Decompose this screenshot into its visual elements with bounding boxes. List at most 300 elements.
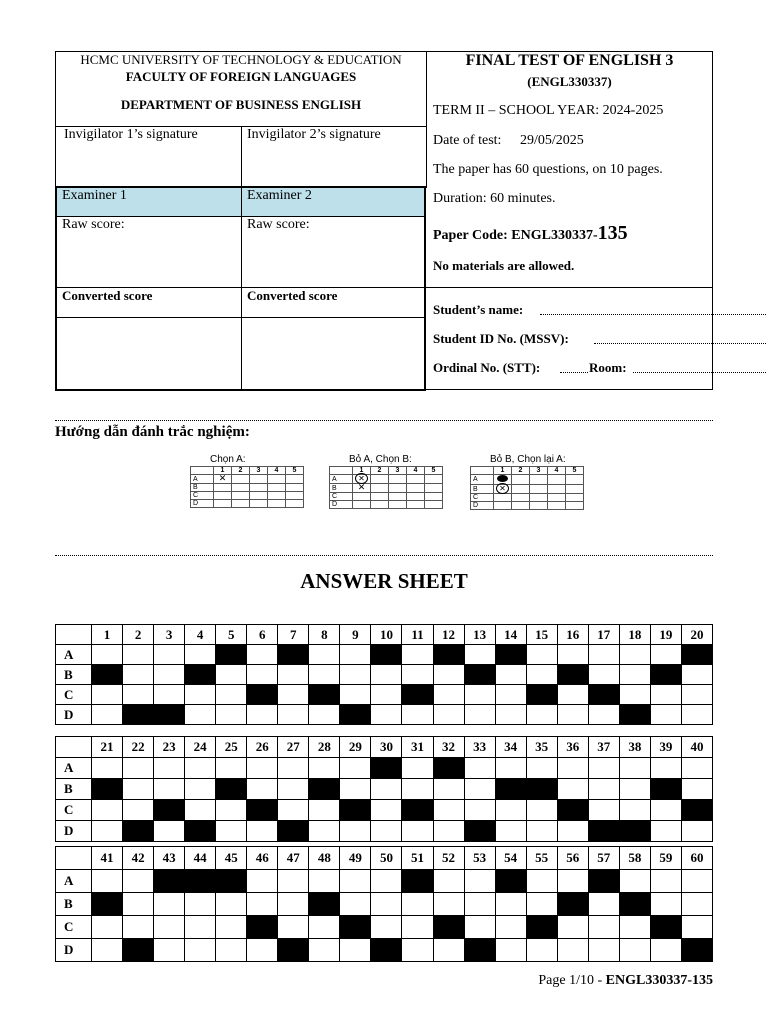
grid-corner: [56, 625, 92, 645]
example-caption: Chọn A:: [210, 454, 246, 465]
answer-bubble[interactable]: [464, 939, 495, 962]
answer-bubble[interactable]: [433, 821, 464, 842]
answer-bubble[interactable]: [92, 758, 123, 779]
answer-bubble[interactable]: [278, 665, 309, 685]
question-number: 29: [340, 737, 371, 758]
answer-bubble[interactable]: [588, 916, 619, 939]
university-name: HCMC UNIVERSITY OF TECHNOLOGY & EDUCATION: [80, 52, 402, 67]
question-number: 38: [619, 737, 650, 758]
answer-bubble[interactable]: [154, 645, 185, 665]
answer-bubble[interactable]: [216, 758, 247, 779]
answer-bubble[interactable]: [340, 916, 371, 939]
answer-bubble[interactable]: [588, 779, 619, 800]
answer-bubble[interactable]: [526, 893, 557, 916]
raw-score-label-2: Raw score:: [247, 217, 310, 232]
option-label: B: [56, 893, 92, 916]
answer-bubble[interactable]: [526, 758, 557, 779]
option-label: B: [56, 779, 92, 800]
answer-bubble[interactable]: [619, 916, 650, 939]
answer-bubble[interactable]: [402, 939, 433, 962]
answer-bubble[interactable]: [557, 779, 588, 800]
answer-bubble[interactable]: [309, 645, 340, 665]
answer-bubble[interactable]: [309, 705, 340, 725]
answer-bubble[interactable]: [619, 870, 650, 893]
question-number: 55: [526, 847, 557, 870]
answer-bubble[interactable]: [433, 800, 464, 821]
answer-bubble[interactable]: [371, 916, 402, 939]
paper-code-label: Paper Code: ENGL330337-: [433, 228, 598, 243]
answer-bubble[interactable]: [464, 893, 495, 916]
answer-bubble[interactable]: [123, 665, 154, 685]
answer-bubble[interactable]: [681, 800, 712, 821]
answer-bubble[interactable]: [433, 645, 464, 665]
answer-bubble[interactable]: [154, 939, 185, 962]
answer-bubble[interactable]: [247, 821, 278, 842]
department-name: DEPARTMENT OF BUSINESS ENGLISH: [120, 97, 362, 112]
answer-bubble[interactable]: [619, 705, 650, 725]
answer-bubble[interactable]: [588, 800, 619, 821]
answer-bubble[interactable]: [123, 779, 154, 800]
answer-bubble[interactable]: [588, 893, 619, 916]
answer-bubble[interactable]: [216, 916, 247, 939]
answer-bubble[interactable]: [278, 705, 309, 725]
room-field[interactable]: [633, 362, 766, 373]
answer-bubble[interactable]: [495, 705, 526, 725]
question-number: 9: [340, 625, 371, 645]
option-label: D: [56, 939, 92, 962]
paper-code: [433, 222, 628, 245]
answer-bubble[interactable]: [371, 800, 402, 821]
answer-bubble[interactable]: [92, 645, 123, 665]
answer-bubble[interactable]: [681, 939, 712, 962]
answer-bubble[interactable]: [92, 893, 123, 916]
answer-bubble[interactable]: [526, 916, 557, 939]
answer-bubble[interactable]: [464, 800, 495, 821]
answer-bubble[interactable]: [650, 758, 681, 779]
answer-bubble[interactable]: [495, 800, 526, 821]
answer-bubble[interactable]: [309, 916, 340, 939]
answer-bubble[interactable]: [371, 645, 402, 665]
answer-bubble[interactable]: [433, 665, 464, 685]
answer-bubble[interactable]: [371, 685, 402, 705]
answer-bubble[interactable]: [340, 779, 371, 800]
question-number: 4: [185, 625, 216, 645]
answer-bubble[interactable]: [247, 645, 278, 665]
answer-bubble[interactable]: [371, 779, 402, 800]
question-number: 22: [123, 737, 154, 758]
answer-bubble[interactable]: [588, 685, 619, 705]
answer-bubble[interactable]: [309, 821, 340, 842]
answer-bubble[interactable]: [247, 685, 278, 705]
date-label: Date of test:: [433, 133, 502, 148]
answer-bubble[interactable]: [433, 893, 464, 916]
question-number: 45: [216, 847, 247, 870]
answer-bubble[interactable]: [309, 893, 340, 916]
answer-bubble[interactable]: [433, 779, 464, 800]
answer-bubble[interactable]: [681, 870, 712, 893]
answer-bubble[interactable]: [433, 705, 464, 725]
answer-bubble[interactable]: [557, 870, 588, 893]
answer-bubble[interactable]: [92, 705, 123, 725]
answer-bubble[interactable]: [185, 758, 216, 779]
answer-bubble[interactable]: [650, 779, 681, 800]
answer-bubble[interactable]: [464, 705, 495, 725]
question-number: 14: [495, 625, 526, 645]
answer-bubble[interactable]: [278, 758, 309, 779]
answer-bubble[interactable]: [495, 893, 526, 916]
question-number: 43: [154, 847, 185, 870]
answer-bubble[interactable]: [402, 821, 433, 842]
answer-bubble[interactable]: [92, 685, 123, 705]
answer-bubble[interactable]: [402, 665, 433, 685]
answer-bubble[interactable]: [433, 916, 464, 939]
answer-bubble[interactable]: [588, 665, 619, 685]
answer-bubble[interactable]: [185, 685, 216, 705]
answer-bubble[interactable]: [495, 685, 526, 705]
answer-bubble[interactable]: [464, 645, 495, 665]
answer-bubble[interactable]: [247, 800, 278, 821]
student-name-field[interactable]: [540, 304, 766, 315]
question-number: 1: [92, 625, 123, 645]
answer-bubble[interactable]: [402, 705, 433, 725]
question-number: 48: [309, 847, 340, 870]
answer-bubble[interactable]: [92, 939, 123, 962]
answer-bubble[interactable]: [681, 665, 712, 685]
answer-bubble[interactable]: [216, 645, 247, 665]
answer-bubble[interactable]: [340, 821, 371, 842]
answer-bubble[interactable]: [154, 779, 185, 800]
answer-bubble[interactable]: [464, 779, 495, 800]
answer-bubble[interactable]: [588, 939, 619, 962]
question-number: 12: [433, 625, 464, 645]
option-label: D: [56, 821, 92, 842]
answer-bubble[interactable]: [185, 893, 216, 916]
answer-bubble[interactable]: [278, 916, 309, 939]
answer-bubble[interactable]: [92, 870, 123, 893]
answer-bubble[interactable]: [123, 821, 154, 842]
question-number: 21: [92, 737, 123, 758]
answer-bubble[interactable]: [526, 645, 557, 665]
answer-bubble[interactable]: [588, 705, 619, 725]
answer-bubble[interactable]: [557, 758, 588, 779]
answer-bubble[interactable]: [216, 665, 247, 685]
answer-bubble[interactable]: [340, 893, 371, 916]
answer-bubble[interactable]: [92, 916, 123, 939]
raw-score-label-1: Raw score:: [62, 217, 125, 232]
grid-corner: [56, 737, 92, 758]
answer-bubble[interactable]: [650, 939, 681, 962]
answer-bubble[interactable]: [681, 916, 712, 939]
answer-bubble[interactable]: [526, 665, 557, 685]
question-number: 44: [185, 847, 216, 870]
answer-bubble[interactable]: [619, 645, 650, 665]
answer-bubble[interactable]: [619, 939, 650, 962]
separator-top: [55, 413, 713, 421]
answer-bubble[interactable]: [92, 800, 123, 821]
option-label: A: [56, 758, 92, 779]
question-number: 40: [681, 737, 712, 758]
answer-bubble[interactable]: [495, 821, 526, 842]
answer-bubble[interactable]: [216, 939, 247, 962]
answer-bubble[interactable]: [495, 939, 526, 962]
answer-bubble[interactable]: [123, 645, 154, 665]
invigilator1-label: Invigilator 1’s signature: [64, 127, 198, 142]
answer-bubble[interactable]: [619, 779, 650, 800]
answer-bubble[interactable]: [309, 939, 340, 962]
answer-bubble[interactable]: [557, 916, 588, 939]
answer-bubble[interactable]: [216, 893, 247, 916]
answer-bubble[interactable]: [247, 916, 278, 939]
answer-bubble[interactable]: [495, 758, 526, 779]
ordinal-field[interactable]: [560, 362, 588, 373]
answer-bubble[interactable]: [123, 893, 154, 916]
answer-bubble[interactable]: [650, 916, 681, 939]
answer-bubble[interactable]: [216, 870, 247, 893]
answer-bubble[interactable]: [309, 800, 340, 821]
question-number: 24: [185, 737, 216, 758]
answer-bubble[interactable]: [681, 893, 712, 916]
answer-bubble[interactable]: [650, 665, 681, 685]
answer-bubble[interactable]: [340, 800, 371, 821]
answer-bubble[interactable]: [402, 800, 433, 821]
answer-bubble[interactable]: [557, 893, 588, 916]
answer-bubble[interactable]: [371, 758, 402, 779]
answer-bubble[interactable]: [371, 821, 402, 842]
answer-bubble[interactable]: [371, 893, 402, 916]
answer-bubble[interactable]: [154, 665, 185, 685]
answer-bubble[interactable]: [402, 870, 433, 893]
answer-bubble[interactable]: [464, 685, 495, 705]
answer-bubble[interactable]: [278, 821, 309, 842]
course-code: (ENGL330337): [527, 74, 612, 89]
question-number: 2: [123, 625, 154, 645]
answer-bubble[interactable]: [402, 779, 433, 800]
answer-bubble[interactable]: [464, 870, 495, 893]
answer-bubble[interactable]: [650, 821, 681, 842]
answer-bubble[interactable]: [526, 685, 557, 705]
answer-bubble[interactable]: [557, 939, 588, 962]
answer-bubble[interactable]: [309, 779, 340, 800]
answer-bubble[interactable]: [123, 758, 154, 779]
answer-bubble[interactable]: [371, 705, 402, 725]
answer-bubble[interactable]: [340, 870, 371, 893]
answer-bubble[interactable]: [619, 821, 650, 842]
answer-bubble[interactable]: [154, 870, 185, 893]
answer-bubble[interactable]: [619, 685, 650, 705]
answer-bubble[interactable]: [464, 665, 495, 685]
answer-bubble[interactable]: [402, 685, 433, 705]
option-label: A: [56, 870, 92, 893]
answer-bubble[interactable]: [247, 870, 278, 893]
answer-bubble[interactable]: [247, 705, 278, 725]
answer-bubble[interactable]: [185, 870, 216, 893]
answer-bubble[interactable]: [526, 779, 557, 800]
answer-bubble[interactable]: [619, 758, 650, 779]
answer-bubble[interactable]: [681, 685, 712, 705]
question-number: 13: [464, 625, 495, 645]
answer-bubble[interactable]: [619, 800, 650, 821]
answer-bubble[interactable]: [402, 645, 433, 665]
answer-bubble[interactable]: [340, 939, 371, 962]
answer-bubble[interactable]: [526, 939, 557, 962]
answer-bubble[interactable]: [402, 916, 433, 939]
answer-bubble[interactable]: [278, 645, 309, 665]
answer-bubble[interactable]: [123, 916, 154, 939]
question-number: 51: [402, 847, 433, 870]
answer-bubble[interactable]: [185, 800, 216, 821]
answer-bubble[interactable]: [123, 870, 154, 893]
answer-bubble[interactable]: [154, 685, 185, 705]
answer-bubble[interactable]: [216, 821, 247, 842]
answer-bubble[interactable]: [185, 665, 216, 685]
duration: Duration: 60 minutes.: [433, 191, 556, 206]
answer-bubble[interactable]: [92, 821, 123, 842]
answer-bubble[interactable]: [588, 821, 619, 842]
answer-bubble[interactable]: [402, 758, 433, 779]
answer-bubble[interactable]: [526, 705, 557, 725]
answer-bubble[interactable]: [216, 705, 247, 725]
answer-bubble[interactable]: [557, 800, 588, 821]
answer-bubble[interactable]: [154, 705, 185, 725]
answer-bubble[interactable]: [309, 685, 340, 705]
answer-bubble[interactable]: [526, 800, 557, 821]
answer-bubble[interactable]: [681, 758, 712, 779]
answer-bubble[interactable]: [588, 758, 619, 779]
answer-bubble[interactable]: [340, 665, 371, 685]
answer-bubble[interactable]: [123, 939, 154, 962]
answer-bubble[interactable]: [278, 939, 309, 962]
answer-bubble[interactable]: [619, 665, 650, 685]
answer-bubble[interactable]: [216, 779, 247, 800]
answer-bubble[interactable]: [185, 779, 216, 800]
answer-bubble[interactable]: [650, 645, 681, 665]
answer-bubble[interactable]: [433, 870, 464, 893]
question-number: 5: [216, 625, 247, 645]
answer-bubble[interactable]: [650, 685, 681, 705]
answer-bubble[interactable]: [309, 665, 340, 685]
answer-bubble[interactable]: [247, 939, 278, 962]
answer-bubble[interactable]: [154, 893, 185, 916]
answer-bubble[interactable]: [650, 800, 681, 821]
answer-bubble[interactable]: [123, 685, 154, 705]
question-number: 23: [154, 737, 185, 758]
answer-bubble[interactable]: [185, 705, 216, 725]
answer-bubble[interactable]: [371, 870, 402, 893]
answer-bubble[interactable]: [557, 685, 588, 705]
answer-bubble[interactable]: [557, 645, 588, 665]
answer-bubble[interactable]: [526, 821, 557, 842]
answer-bubble[interactable]: [92, 779, 123, 800]
page-number: Page 1/10 -: [538, 973, 606, 988]
answer-bubble[interactable]: [681, 705, 712, 725]
answer-bubble[interactable]: [433, 758, 464, 779]
question-number: 52: [433, 847, 464, 870]
question-number: 8: [309, 625, 340, 645]
answer-bubble[interactable]: [247, 779, 278, 800]
question-number: 20: [681, 625, 712, 645]
answer-bubble[interactable]: [464, 821, 495, 842]
answer-bubble[interactable]: [557, 705, 588, 725]
answer-bubble[interactable]: [154, 758, 185, 779]
answer-bubble[interactable]: [495, 916, 526, 939]
answer-bubble[interactable]: [309, 870, 340, 893]
answer-bubble[interactable]: [588, 870, 619, 893]
pages-note: The paper has 60 questions, on 10 pages.: [433, 162, 663, 177]
answer-bubble[interactable]: [278, 870, 309, 893]
answer-bubble[interactable]: [185, 645, 216, 665]
answer-bubble[interactable]: [123, 705, 154, 725]
answer-bubble[interactable]: [216, 685, 247, 705]
answer-bubble[interactable]: [464, 916, 495, 939]
answer-bubble[interactable]: [154, 821, 185, 842]
answer-bubble[interactable]: [123, 800, 154, 821]
answer-bubble[interactable]: [247, 758, 278, 779]
answer-bubble[interactable]: [557, 821, 588, 842]
student-id-field[interactable]: [594, 333, 766, 344]
example-caption: Bỏ B, Chọn lại A:: [490, 454, 566, 465]
question-number: 56: [557, 847, 588, 870]
question-number: 28: [309, 737, 340, 758]
answer-bubble[interactable]: [278, 800, 309, 821]
answer-bubble[interactable]: [557, 665, 588, 685]
answer-bubble[interactable]: [371, 665, 402, 685]
answer-bubble[interactable]: [464, 758, 495, 779]
answer-bubble[interactable]: [433, 685, 464, 705]
answer-bubble[interactable]: [216, 800, 247, 821]
example-grid: 1 2 3 4 5 A ✕ B C D: [190, 466, 304, 508]
answer-bubble[interactable]: [588, 645, 619, 665]
answer-bubble[interactable]: [278, 893, 309, 916]
answer-bubble[interactable]: [340, 705, 371, 725]
answer-bubble[interactable]: [278, 779, 309, 800]
answer-bubble[interactable]: [309, 758, 340, 779]
answer-bubble[interactable]: [340, 758, 371, 779]
answer-bubble[interactable]: [650, 870, 681, 893]
question-number: 16: [557, 625, 588, 645]
answer-bubble[interactable]: [92, 665, 123, 685]
answer-bubble[interactable]: [185, 821, 216, 842]
question-number: 33: [464, 737, 495, 758]
answer-bubble[interactable]: [495, 665, 526, 685]
answer-bubble[interactable]: [154, 916, 185, 939]
answer-bubble[interactable]: [495, 870, 526, 893]
answer-bubble[interactable]: [371, 939, 402, 962]
answer-bubble[interactable]: [247, 665, 278, 685]
answer-bubble[interactable]: [681, 645, 712, 665]
answer-bubble[interactable]: [402, 893, 433, 916]
question-number: 26: [247, 737, 278, 758]
answer-bubble[interactable]: [340, 645, 371, 665]
answer-sheet-title: ANSWER SHEET: [300, 569, 468, 593]
answer-bubble[interactable]: [185, 916, 216, 939]
answer-bubble[interactable]: [681, 779, 712, 800]
answer-bubble[interactable]: [495, 645, 526, 665]
answer-bubble[interactable]: [278, 685, 309, 705]
materials-note: No materials are allowed.: [433, 258, 575, 273]
answer-bubble[interactable]: [247, 893, 278, 916]
answer-bubble[interactable]: [681, 821, 712, 842]
answer-bubble[interactable]: [650, 705, 681, 725]
answer-bubble[interactable]: [619, 893, 650, 916]
answer-bubble[interactable]: [340, 685, 371, 705]
answer-bubble[interactable]: [650, 893, 681, 916]
answer-bubble[interactable]: [495, 779, 526, 800]
answer-bubble[interactable]: [154, 800, 185, 821]
answer-bubble[interactable]: [526, 870, 557, 893]
answer-bubble[interactable]: [433, 939, 464, 962]
examiner1-label: Examiner 1: [62, 188, 127, 203]
answer-bubble[interactable]: [185, 939, 216, 962]
